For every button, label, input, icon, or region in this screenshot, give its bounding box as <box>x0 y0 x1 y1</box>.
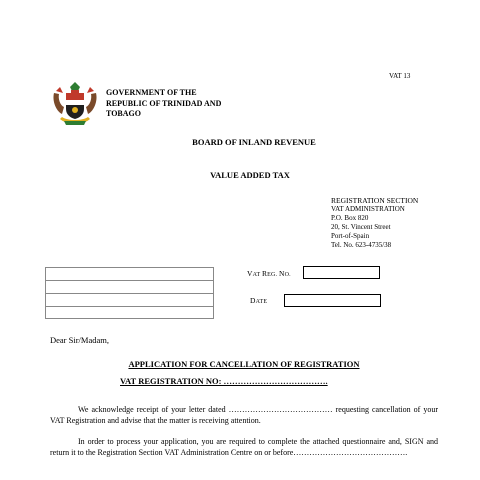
address-line-1: VAT ADMINISTRATION <box>331 205 405 213</box>
vat-reg-no-label: VAT REG. NO. <box>247 269 291 278</box>
salutation: Dear Sir/Madam, <box>50 335 110 345</box>
date-label: DATE <box>250 296 268 305</box>
board-title: BOARD OF INLAND REVENUE <box>192 137 316 147</box>
paragraph-instructions <box>50 437 438 458</box>
form-code: VAT 13 <box>389 72 411 80</box>
taxpayer-field-row-1[interactable] <box>45 267 214 280</box>
registration-address <box>331 196 418 250</box>
coat-of-arms-icon <box>50 81 100 127</box>
paragraph-2-text: In order to process your application, you are required to complete the attached questionnaire and, SIGN and return it to the Registration Section VAT Administration Centre on or before……………………………………. <box>50 437 438 457</box>
address-line-4: Port-of-Spain <box>331 232 370 240</box>
gov-line-1: GOVERNMENT OF THE <box>106 88 197 97</box>
taxpayer-field-row-3[interactable] <box>45 293 214 306</box>
application-title: APPLICATION FOR CANCELLATION OF REGISTRATION <box>128 359 360 369</box>
vat-reg-no-field[interactable] <box>303 266 380 279</box>
address-line-5: Tel. No. 623-4735/38 <box>331 241 392 249</box>
address-line-2: P.O. Box 820 <box>331 214 369 222</box>
taxpayer-field-row-4[interactable] <box>45 306 214 319</box>
tax-title: VALUE ADDED TAX <box>210 170 290 180</box>
gov-line-2: REPUBLIC OF TRINIDAD AND <box>106 98 222 108</box>
government-heading <box>106 88 246 120</box>
address-section: REGISTRATION SECTION <box>331 196 419 205</box>
taxpayer-field-row-2[interactable] <box>45 280 214 293</box>
gov-line-3: TOBAGO <box>106 109 141 118</box>
vat-registration-number-line: VAT REGISTRATION NO: ………………………………. <box>120 376 328 386</box>
address-line-3: 20, St. Vincent Street <box>331 223 391 231</box>
paragraph-1-text: We acknowledge receipt of your letter dated ………………………………… requesting cancellation of your VAT Registration and advise that the matter is receiving attention. <box>50 405 438 425</box>
paragraph-acknowledgement <box>50 405 438 426</box>
date-field[interactable] <box>284 294 381 307</box>
taxpayer-name-address-fields <box>45 267 214 319</box>
